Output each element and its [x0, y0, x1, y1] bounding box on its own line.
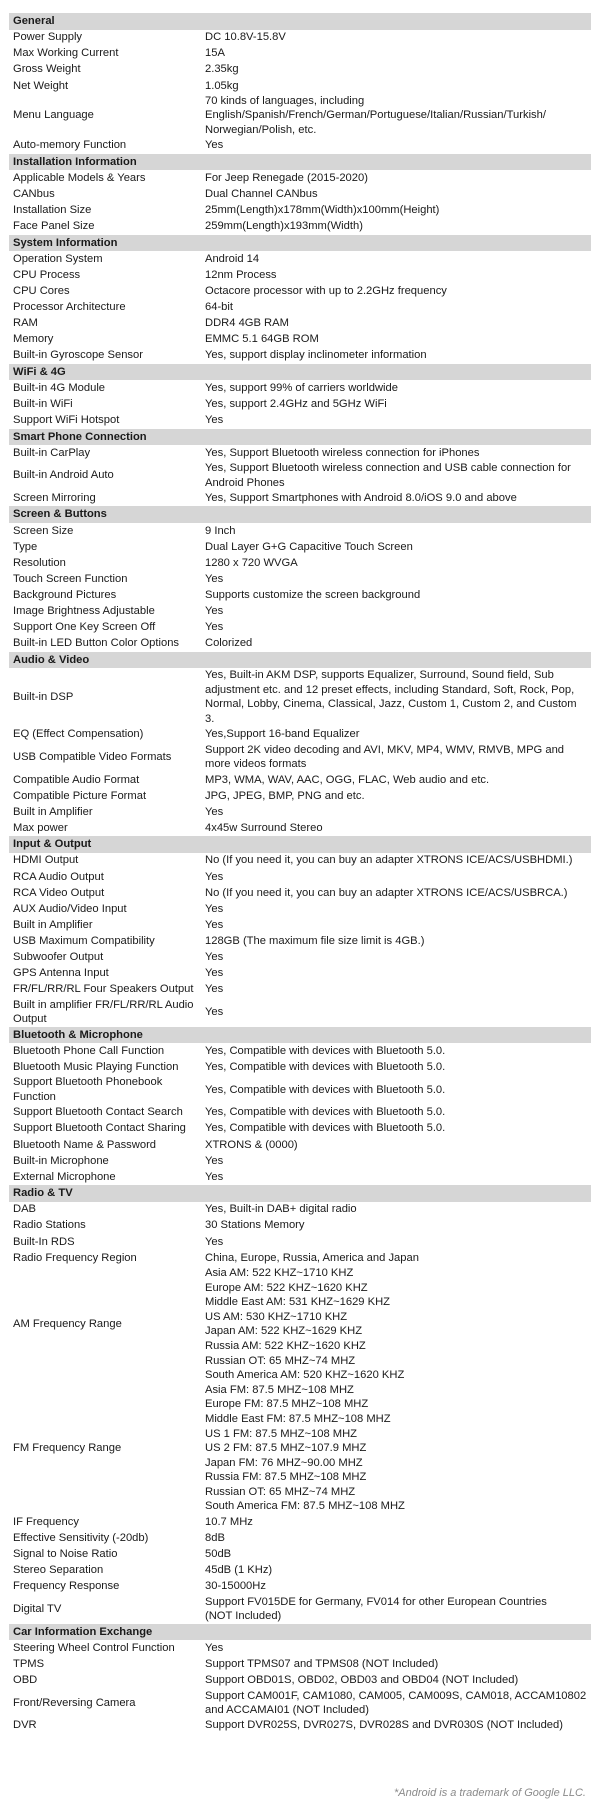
spec-value: Dual Channel CANbus [205, 188, 318, 201]
spec-value: Support 2K video decoding and AVI, MKV, MP4, WMV, RMVB, MPG and more videos formats [205, 743, 565, 771]
spec-row [9, 1656, 591, 1672]
spec-label: Type [13, 540, 38, 553]
spec-row [9, 1546, 591, 1562]
spec-row [9, 853, 591, 869]
spec-label: Built-In RDS [13, 1235, 75, 1248]
spec-label: Frequency Response [13, 1580, 120, 1593]
spec-row [9, 1689, 591, 1718]
spec-row [9, 820, 591, 836]
spec-row [9, 316, 591, 332]
spec-value: Yes [205, 870, 224, 883]
spec-row [9, 490, 591, 506]
spec-table [9, 13, 591, 1734]
spec-row [9, 1383, 591, 1514]
spec-label: Support One Key Screen Off [13, 621, 156, 634]
spec-row [9, 1137, 591, 1153]
spec-value: No (If you need it, you can buy an adapter XTRONS ICE/ACS/USBRCA.) [205, 886, 568, 899]
spec-row [9, 869, 591, 885]
section-header-installation-information [9, 154, 591, 171]
spec-label: OBD [13, 1674, 38, 1687]
section-header-screen-buttons [9, 506, 591, 523]
spec-row [9, 788, 591, 804]
spec-row [9, 62, 591, 78]
spec-value: China, Europe, Russia, America and Japan [205, 1251, 419, 1264]
spec-label: Built-in DSP [13, 691, 74, 704]
spec-value: 25mm(Length)x178mm(Width)x100mm(Height) [205, 204, 440, 217]
spec-row [9, 587, 591, 603]
spec-row [9, 727, 591, 743]
spec-value: DDR4 4GB RAM [205, 317, 289, 330]
spec-label: Built-in LED Button Color Options [13, 637, 180, 650]
spec-label: USB Compatible Video Formats [13, 750, 172, 763]
trademark-note: *Android is a trademark of Google LLC. [394, 1787, 586, 1799]
spec-value: 1.05kg [205, 79, 239, 92]
spec-label: HDMI Output [13, 854, 79, 867]
spec-label: Support Bluetooth Contact Search [13, 1106, 183, 1119]
section-title: System Information [9, 235, 591, 252]
spec-label: Built in amplifier FR/FL/RR/RL Audio Output [13, 998, 194, 1026]
spec-row [9, 138, 591, 154]
spec-row [9, 332, 591, 348]
spec-label: Built-in Android Auto [13, 469, 114, 482]
spec-label: EQ (Effect Compensation) [13, 728, 144, 741]
spec-value: Yes [205, 983, 224, 996]
spec-label: Memory [13, 333, 54, 346]
spec-value: For Jeep Renegade (2015-2020) [205, 172, 368, 184]
section-title: WiFi & 4G [9, 364, 591, 381]
spec-label: DVR [13, 1719, 37, 1732]
spec-value: Octacore processor with up to 2.2GHz frequency [205, 285, 447, 298]
spec-row [9, 170, 591, 186]
spec-row [9, 981, 591, 997]
spec-row [9, 1218, 591, 1234]
spec-row [9, 603, 591, 619]
spec-label: Built in Amplifier [13, 805, 93, 818]
spec-row [9, 461, 591, 490]
spec-value: Yes [205, 414, 224, 427]
spec-label: Effective Sensitivity (-20db) [13, 1531, 149, 1544]
spec-value: Yes [205, 805, 224, 818]
spec-value: Yes [205, 918, 224, 931]
spec-value: 259mm(Length)x193mm(Width) [205, 220, 363, 233]
spec-row [9, 202, 591, 218]
spec-value: Asia AM: 522 KHZ~1710 KHZ Europe AM: 522 KHZ~1620 KHZ Middle East AM: 531 KHZ~1629 KHZ US AM: 530 KHZ~1710 KHZ Japan AM: 522 KHZ~1629 KHZ Russia AM: 522 KHZ~1620 KHZ Russian OT: 65 MHZ~74 MHZ South America AM: 520 KHZ~1620 KHZ [205, 1266, 405, 1382]
spec-label: Built in Amplifier [13, 918, 93, 931]
spec-label: Bluetooth Phone Call Function [13, 1045, 165, 1057]
section-title: Car Information Exchange [9, 1624, 591, 1641]
spec-value: Yes [205, 1641, 224, 1654]
spec-row [9, 885, 591, 901]
spec-value: Yes, Built-in AKM DSP, supports Equalizer, Surround, Sound field, Sub adjustment etc. and 12 preset effects, including Standard, Soft, Rock, Pop, Normal, Lobby, Cinema, Classical, Jazz, Custom 1, Custom 2, and Custom 3. [205, 669, 577, 725]
spec-label: Net Weight [13, 79, 69, 92]
section-header-input-output [9, 836, 591, 853]
spec-row [9, 555, 591, 571]
spec-label: Support WiFi Hotspot [13, 414, 120, 427]
spec-row [9, 1672, 591, 1688]
spec-row [9, 94, 591, 138]
spec-label: Screen Mirroring [13, 492, 96, 505]
spec-value: 30 Stations Memory [205, 1219, 305, 1232]
section-header-wifi-4g [9, 364, 591, 381]
spec-value: Yes, Compatible with devices with Bluetooth 5.0. [205, 1106, 446, 1119]
spec-label: External Microphone [13, 1170, 116, 1183]
spec-row [9, 571, 591, 587]
spec-value: Support OBD01S, OBD02, OBD03 and OBD04 (NOT Included) [205, 1674, 519, 1687]
spec-row [9, 30, 591, 46]
spec-row [9, 1075, 591, 1104]
spec-value: Android 14 [205, 252, 260, 265]
spec-value: 10.7 MHz [205, 1515, 253, 1528]
spec-value: Support FV015DE for Germany, FV014 for other European Countries (NOT Included) [205, 1595, 547, 1623]
spec-label: Bluetooth Music Playing Function [13, 1061, 179, 1074]
spec-label: Built-in WiFi [13, 398, 73, 411]
spec-value: Yes, Support Bluetooth wireless connection for iPhones [205, 446, 480, 459]
section-title: Screen & Buttons [9, 506, 591, 523]
spec-label: Built-in CarPlay [13, 446, 91, 459]
section-title: Input & Output [9, 836, 591, 853]
spec-label: FR/FL/RR/RL Four Speakers Output [13, 983, 194, 996]
spec-row [9, 743, 591, 772]
spec-label: Compatible Audio Format [13, 773, 140, 786]
spec-label: Digital TV [13, 1602, 62, 1615]
spec-label: Bluetooth Name & Password [13, 1138, 157, 1151]
spec-label: FM Frequency Range [13, 1442, 122, 1455]
spec-row [9, 283, 591, 299]
spec-row [9, 186, 591, 202]
spec-value: Support CAM001F, CAM1080, CAM005, CAM009S, CAM018, ACCAM10802 and ACCAMAI01 (NOT Included) [205, 1689, 587, 1717]
spec-value: Yes,Support 16-band Equalizer [205, 728, 360, 741]
spec-value: MP3, WMA, WAV, AAC, OGG, FLAC, Web audio and etc. [205, 773, 490, 786]
spec-row [9, 251, 591, 267]
spec-label: Built-in 4G Module [13, 382, 106, 395]
spec-row [9, 1153, 591, 1169]
spec-value: Yes [205, 605, 224, 618]
section-header-system-information [9, 235, 591, 252]
spec-label: AUX Audio/Video Input [13, 902, 127, 915]
spec-value: 1280 x 720 WVGA [205, 556, 298, 569]
spec-label: Front/Reversing Camera [13, 1696, 136, 1709]
spec-label: Gross Weight [13, 63, 81, 76]
spec-value: 4x45w Surround Stereo [205, 821, 323, 834]
section-title: Smart Phone Connection [9, 429, 591, 446]
section-header-car-information-exchange [9, 1624, 591, 1641]
spec-label: AM Frequency Range [13, 1318, 122, 1331]
spec-value: Yes, Support Bluetooth wireless connection and USB cable connection for Android Phones [205, 462, 571, 489]
spec-row [9, 539, 591, 555]
spec-value: Support TPMS07 and TPMS08 (NOT Included) [205, 1658, 439, 1671]
spec-label: Menu Language [13, 109, 94, 122]
spec-label: Radio Stations [13, 1219, 86, 1232]
spec-value: JPG, JPEG, BMP, PNG and etc. [205, 789, 365, 802]
spec-row [9, 1530, 591, 1546]
spec-row [9, 1121, 591, 1137]
spec-row [9, 1640, 591, 1656]
spec-row [9, 219, 591, 235]
spec-value: Yes [205, 1235, 224, 1248]
spec-row [9, 523, 591, 539]
spec-label: Resolution [13, 556, 66, 569]
spec-row [9, 1562, 591, 1578]
section-title: Bluetooth & Microphone [9, 1027, 591, 1044]
spec-value: 128GB (The maximum file size limit is 4GB.) [205, 934, 425, 947]
spec-value: 50dB [205, 1548, 232, 1560]
spec-row [9, 380, 591, 396]
spec-label: Stereo Separation [13, 1564, 104, 1577]
spec-label: Screen Size [13, 524, 74, 537]
spec-value: Yes, Built-in DAB+ digital radio [205, 1203, 357, 1216]
spec-value: 9 Inch [205, 524, 236, 537]
spec-label: Subwoofer Output [13, 951, 104, 964]
spec-label: IF Frequency [13, 1515, 79, 1528]
spec-row [9, 1578, 591, 1594]
spec-value: Yes, Compatible with devices with Bluetooth 5.0. [205, 1122, 446, 1135]
spec-label: RCA Audio Output [13, 870, 104, 883]
spec-label: TPMS [13, 1658, 45, 1671]
spec-value: Yes [205, 1170, 224, 1183]
spec-row [9, 78, 591, 94]
spec-value: Yes [205, 1154, 224, 1167]
spec-row [9, 348, 591, 364]
spec-label: Background Pictures [13, 589, 117, 602]
spec-row [9, 1595, 591, 1624]
spec-label: RCA Video Output [13, 886, 105, 899]
spec-value: Yes, Support Smartphones with Android 8.0/iOS 9.0 and above [205, 492, 517, 505]
spec-value: Yes [205, 902, 224, 915]
spec-row [9, 1043, 591, 1059]
spec-label: Installation Size [13, 204, 92, 217]
spec-row [9, 267, 591, 283]
spec-label: CPU Cores [13, 285, 70, 298]
spec-value: 70 kinds of languages, including English/Spanish/French/German/Portuguese/Italian/Russian/Turkish/ Norwegian/Polish, etc. [205, 94, 546, 137]
section-header-bluetooth-microphone [9, 1027, 591, 1044]
spec-label: Operation System [13, 252, 103, 265]
spec-label: USB Maximum Compatibility [13, 934, 155, 947]
spec-value: Yes, support display inclinometer information [205, 349, 427, 362]
spec-label: Steering Wheel Control Function [13, 1641, 175, 1654]
spec-row [9, 917, 591, 933]
spec-label: Applicable Models & Years [13, 172, 146, 184]
spec-value: EMMC 5.1 64GB ROM [205, 333, 319, 346]
section-header-radio-tv [9, 1185, 591, 1202]
spec-value: Dual Layer G+G Capacitive Touch Screen [205, 540, 413, 553]
spec-value: 64-bit [205, 301, 233, 314]
spec-value: DC 10.8V-15.8V [205, 31, 286, 44]
spec-label: GPS Antenna Input [13, 967, 109, 980]
spec-row [9, 445, 591, 461]
spec-value: Colorized [205, 637, 253, 650]
spec-row [9, 1059, 591, 1075]
spec-label: Power Supply [13, 31, 83, 44]
spec-label: CANbus [13, 188, 55, 201]
spec-value: Yes [205, 967, 224, 980]
spec-label: CPU Process [13, 268, 81, 281]
section-title: Audio & Video [9, 652, 591, 669]
spec-row [9, 1105, 591, 1121]
spec-row [9, 412, 591, 428]
spec-value: 12nm Process [205, 268, 277, 281]
spec-value: Supports customize the screen background [205, 589, 421, 602]
spec-row [9, 1266, 591, 1383]
spec-value: Yes [205, 572, 224, 585]
section-title: Radio & TV [9, 1185, 591, 1202]
spec-row [9, 46, 591, 62]
spec-row [9, 668, 591, 726]
spec-value: Yes, support 99% of carriers worldwide [205, 382, 398, 395]
spec-row [9, 1514, 591, 1530]
section-header-general [9, 13, 591, 30]
spec-row [9, 1718, 591, 1734]
spec-row [9, 965, 591, 981]
spec-label: DAB [13, 1203, 37, 1216]
spec-label: Processor Architecture [13, 301, 126, 314]
spec-label: Auto-memory Function [13, 139, 127, 152]
spec-value: Yes, Compatible with devices with Bluetooth 5.0. [205, 1061, 446, 1074]
spec-row [9, 299, 591, 315]
spec-label: Signal to Noise Ratio [13, 1548, 118, 1560]
spec-value: Yes [205, 621, 224, 634]
spec-label: Built-in Gyroscope Sensor [13, 349, 143, 362]
spec-value: 2.35kg [205, 63, 239, 76]
spec-value: Yes [205, 951, 224, 964]
spec-row [9, 1202, 591, 1218]
spec-label: Radio Frequency Region [13, 1251, 137, 1264]
spec-row [9, 804, 591, 820]
spec-row [9, 1169, 591, 1185]
spec-value: 30-15000Hz [205, 1580, 266, 1593]
spec-label: Touch Screen Function [13, 572, 128, 585]
spec-row [9, 1234, 591, 1250]
section-header-audio-video [9, 652, 591, 669]
spec-value: 8dB [205, 1531, 225, 1544]
spec-value: Yes [205, 1005, 224, 1018]
spec-label: Max Working Current [13, 47, 119, 60]
spec-value: Yes [205, 139, 224, 152]
spec-label: Support Bluetooth Contact Sharing [13, 1122, 186, 1135]
spec-value: Yes, Compatible with devices with Bluetooth 5.0. [205, 1083, 446, 1096]
section-title: General [9, 13, 591, 30]
spec-row [9, 772, 591, 788]
spec-value: 45dB (1 KHz) [205, 1564, 273, 1577]
spec-row [9, 636, 591, 652]
spec-row [9, 998, 591, 1027]
spec-label: Face Panel Size [13, 220, 95, 233]
spec-row [9, 901, 591, 917]
spec-label: RAM [13, 317, 38, 330]
spec-row [9, 620, 591, 636]
spec-value: Support DVR025S, DVR027S, DVR028S and DVR030S (NOT Included) [205, 1719, 563, 1732]
spec-row [9, 396, 591, 412]
spec-label: Built-in Microphone [13, 1154, 109, 1167]
spec-label: Support Bluetooth Phonebook Function [13, 1076, 163, 1104]
section-header-smart-phone-connection [9, 429, 591, 446]
spec-label: Max power [13, 821, 68, 834]
spec-value: Yes, support 2.4GHz and 5GHz WiFi [205, 398, 387, 411]
section-title: Installation Information [9, 154, 591, 171]
spec-row [9, 949, 591, 965]
spec-label: Image Brightness Adjustable [13, 605, 155, 618]
spec-row [9, 1250, 591, 1266]
spec-value: Yes, Compatible with devices with Bluetooth 5.0. [205, 1045, 446, 1057]
spec-label: Compatible Picture Format [13, 789, 147, 802]
spec-value: Asia FM: 87.5 MHZ~108 MHZ Europe FM: 87.5 MHZ~108 MHZ Middle East FM: 87.5 MHZ~108 MHZ US 1 FM: 87.5 MHZ~108 MHZ US 2 FM: 87.5 MHZ~107.9 MHZ Japan FM: 76 MHZ~90.00 MHZ Russia FM: 87.5 MHZ~108 MHZ Russian OT: 65 MHZ~74 MHZ South America FM: 87.5 MHZ~108 MHZ [205, 1383, 405, 1513]
spec-row [9, 933, 591, 949]
spec-value: XTRONS & (0000) [205, 1138, 298, 1151]
spec-value: No (If you need it, you can buy an adapter XTRONS ICE/ACS/USBHDMI.) [205, 854, 573, 867]
spec-value: 15A [205, 47, 225, 60]
